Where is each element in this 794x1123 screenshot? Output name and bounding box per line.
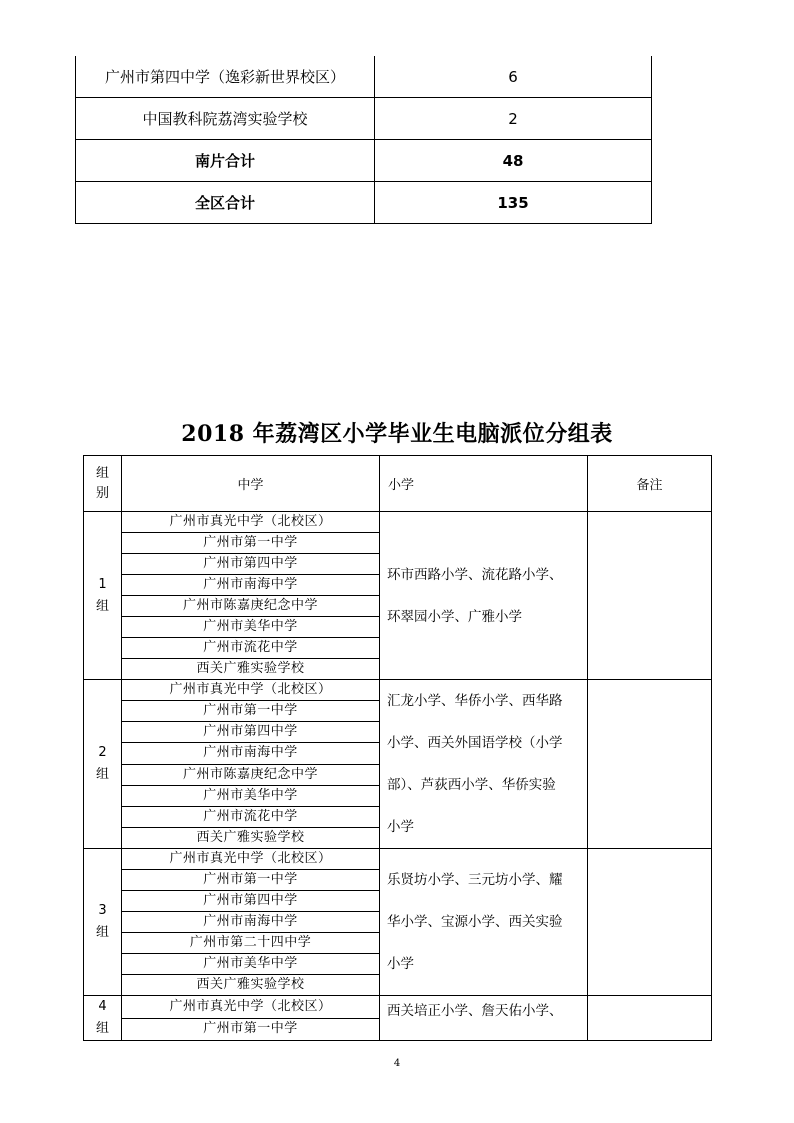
page-number: 4 (393, 1058, 401, 1069)
middle-school-name: 广州市第四中学 (122, 722, 380, 743)
middle-school-name: 广州市流花中学 (122, 638, 380, 659)
middle-school-name: 广州市第一中学 (122, 701, 380, 722)
group-note (588, 512, 712, 680)
group-note (588, 680, 712, 849)
middle-school-name: 广州市第四中学 (122, 891, 380, 912)
summary-school: 南片合计 (76, 140, 375, 182)
middle-school-name: 广州市流花中学 (122, 806, 380, 827)
middle-school-name: 广州市真光中学（北校区） (122, 996, 380, 1019)
middle-school-name: 广州市美华中学 (122, 617, 380, 638)
summary-school: 全区合计 (76, 182, 375, 224)
middle-school-name: 广州市真光中学（北校区） (122, 849, 380, 870)
primary-schools: 汇龙小学、华侨小学、西华路 小学、西关外国语学校（小学 部）、芦荻西小学、华侨实验 小学 (380, 680, 588, 849)
middle-school-name: 广州市南海中学 (122, 912, 380, 933)
group-label: 3 组 (84, 849, 122, 996)
middle-school-name: 广州市南海中学 (122, 575, 380, 596)
middle-school-name: 广州市美华中学 (122, 785, 380, 806)
middle-school-name: 广州市第一中学 (122, 533, 380, 554)
middle-school-name: 广州市真光中学（北校区） (122, 512, 380, 533)
summary-school: 广州市第四中学（逸彩新世界校区） (76, 56, 375, 98)
table-row (84, 996, 712, 1019)
middle-school-name: 广州市第一中学 (122, 870, 380, 891)
header-note: 备注 (588, 456, 712, 512)
middle-school-name: 西关广雅实验学校 (122, 659, 380, 680)
summary-school: 中国教科院荔湾实验学校 (76, 98, 375, 140)
group-label: 2 组 (84, 680, 122, 849)
group-note (588, 849, 712, 996)
summary-count: 48 (375, 140, 652, 182)
group-label: 1 组 (84, 512, 122, 680)
middle-school-name: 广州市第二十四中学 (122, 933, 380, 954)
header-middle-school: 中学 (122, 456, 380, 512)
middle-school-name: 西关广雅实验学校 (122, 975, 380, 996)
middle-school-name: 广州市陈嘉庚纪念中学 (122, 764, 380, 785)
group-assignment-table (83, 455, 712, 1041)
summary-count: 2 (375, 98, 652, 140)
group-note (588, 996, 712, 1041)
group-label: 4 组 (84, 996, 122, 1041)
table-row (84, 680, 712, 701)
middle-school-name: 广州市第一中学 (122, 1018, 380, 1041)
primary-schools: 乐贤坊小学、三元坊小学、耀 华小学、宝源小学、西关实验 小学 (380, 849, 588, 996)
header-group-label: 组别 (95, 465, 109, 501)
summary-count: 135 (375, 182, 652, 224)
middle-school-name: 广州市陈嘉庚纪念中学 (122, 596, 380, 617)
summary-count: 6 (375, 56, 652, 98)
table-row (84, 512, 712, 533)
middle-school-name: 广州市南海中学 (122, 743, 380, 764)
middle-school-name: 广州市第四中学 (122, 554, 380, 575)
summary-row (76, 182, 652, 224)
primary-schools: 西关培正小学、詹天佑小学、 (380, 996, 588, 1041)
header-primary-school: 小学 (380, 456, 588, 512)
summary-row (76, 56, 652, 98)
primary-schools: 环市西路小学、流花路小学、 环翠园小学、广雅小学 (380, 512, 588, 680)
middle-school-name: 广州市真光中学（北校区） (122, 680, 380, 701)
header-row (84, 456, 712, 512)
header-group (84, 456, 122, 512)
summary-row (76, 140, 652, 182)
table-row (84, 849, 712, 870)
summary-row (76, 98, 652, 140)
page-title: 2018 年荔湾区小学毕业生电脑派位分组表 (181, 421, 613, 447)
middle-school-name: 广州市美华中学 (122, 954, 380, 975)
summary-table (75, 56, 652, 224)
middle-school-name: 西关广雅实验学校 (122, 827, 380, 848)
